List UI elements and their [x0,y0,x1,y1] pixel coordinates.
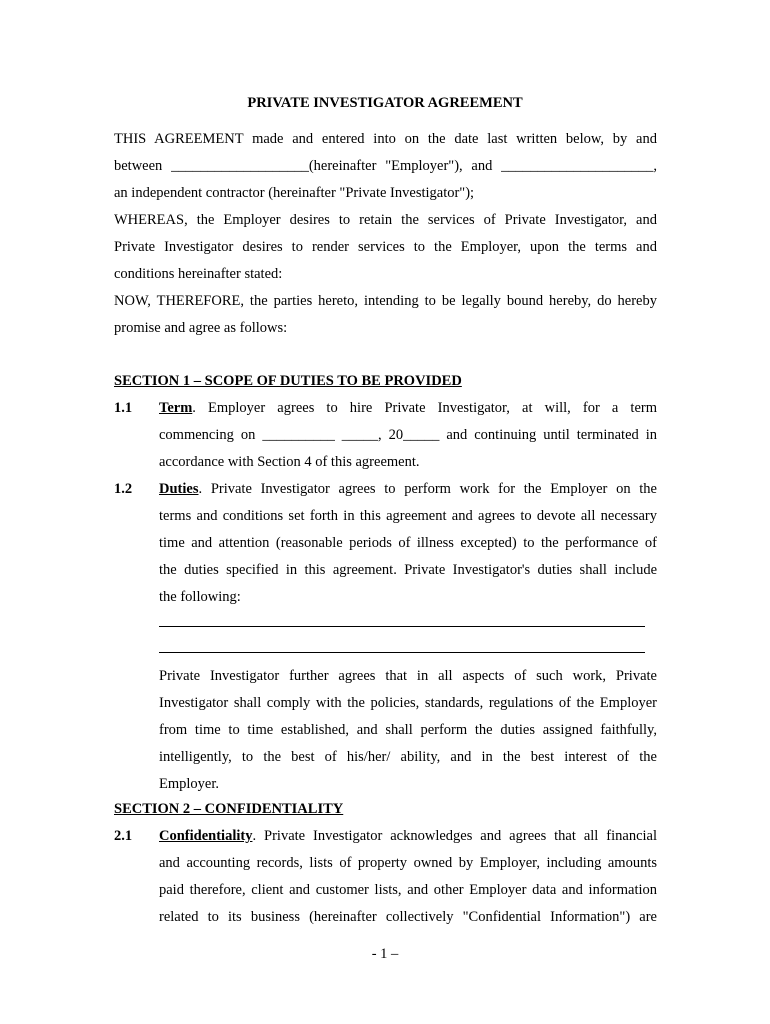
whereas-line-1: WHEREAS, the Employer desires to retain the services of Private Investigator, and [114,212,657,228]
further-agrees-line-4: intelligently, to the best of his/her/ ability, and in the best interest of the [159,749,657,765]
whereas-line-3: conditions hereinafter stated: [114,266,283,282]
clause-1-2-line-3: time and attention (reasonable periods of illness excepted) to the performance of [159,535,657,551]
clause-number-1-2: 1.2 [114,481,133,497]
page-number: - 1 – [371,946,399,962]
clause-1-1-line-2: commencing on __________ _____, 20_____ and continuing until terminated in [159,427,657,443]
clause-2-1-line-3: paid therefore, client and customer lists, and other Employer data and information [159,882,657,898]
intro-line-1: THIS AGREEMENT made and entered into on the date last written below, by and [114,131,657,147]
clause-1-2-line-5: the following: [159,589,241,605]
intro-line-2: between ___________________(hereinafter "Employer"), and _____________________, [114,158,657,174]
clause-1-1-text: . Employer agrees to hire Private Investigator, at will, for a term [192,400,657,416]
clause-2-1-text: . Private Investigator acknowledges and agrees that all financial [252,828,657,844]
clause-1-2-line-1 [159,480,657,498]
duties-blank-line-2[interactable] [159,652,645,653]
further-agrees-line-2: Investigator shall comply with the policies, standards, regulations of the Employer [159,695,657,711]
further-agrees-line-5: Employer. [159,776,220,792]
whereas-line-2: Private Investigator desires to render services to the Employer, upon the terms and [114,239,657,255]
clause-2-1-term: Confidentiality [159,828,253,844]
clause-number-1-1: 1.1 [114,400,133,416]
clause-number-2-1: 2.1 [114,828,133,844]
clause-2-1-line-4: related to its business (hereinafter collectively "Confidential Information") are [159,909,657,925]
clause-1-1-line-3: accordance with Section 4 of this agreement. [159,454,420,470]
document-title: PRIVATE INVESTIGATOR AGREEMENT [247,95,523,111]
now-therefore-line-2: promise and agree as follows: [114,320,288,336]
clause-2-1-line-1 [159,827,657,845]
clause-1-1-term: Term [159,400,193,416]
clause-1-2-term: Duties [159,481,199,497]
intro-line-3: an independent contractor (hereinafter "Private Investigator"); [114,185,475,201]
section-1-heading: SECTION 1 – SCOPE OF DUTIES TO BE PROVIDED [114,373,462,389]
clause-2-1-line-2: and accounting records, lists of property owned by Employer, including amounts [159,855,657,871]
clause-1-2-line-4: the duties specified in this agreement. Private Investigator's duties shall include [159,562,657,578]
section-2-heading: SECTION 2 – CONFIDENTIALITY [114,801,344,817]
duties-blank-line-1[interactable] [159,626,645,627]
further-agrees-line-3: from time to time established, and shall perform the duties assigned faithfully, [159,722,657,738]
clause-1-1-line-1 [159,399,657,417]
clause-1-2-line-2: terms and conditions set forth in this agreement and agrees to devote all necessary [159,508,657,524]
further-agrees-line-1: Private Investigator further agrees that in all aspects of such work, Private [159,668,657,684]
now-therefore-line-1: NOW, THEREFORE, the parties hereto, intending to be legally bound hereby, do hereby [114,293,657,309]
clause-1-2-text: . Private Investigator agrees to perform work for the Employer on the [198,481,657,497]
